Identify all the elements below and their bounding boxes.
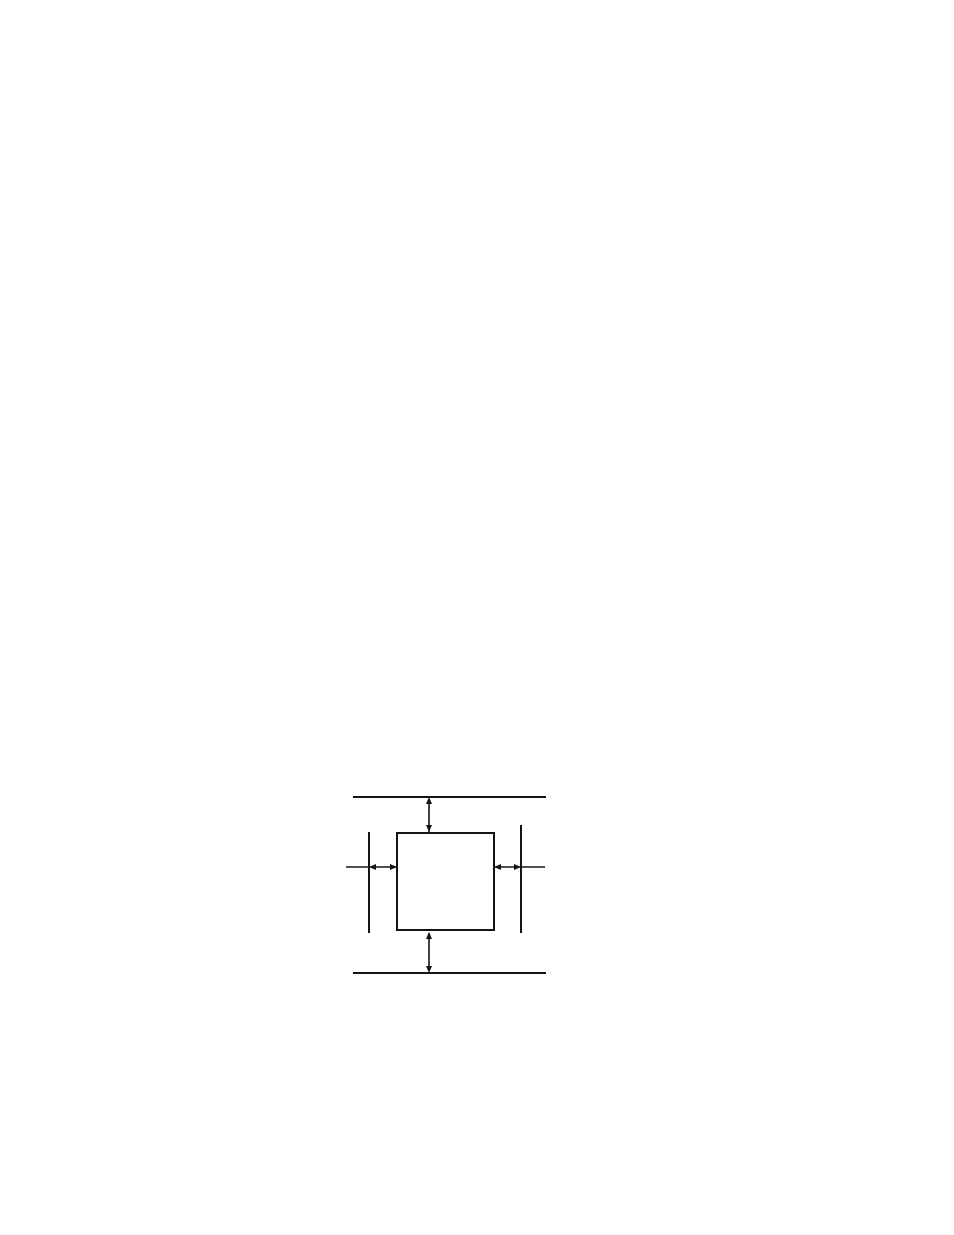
top-arrowhead-lower bbox=[426, 825, 432, 832]
left-arrowhead-wall bbox=[369, 864, 376, 870]
bottom-arrowhead-upper bbox=[426, 932, 432, 939]
right-arrowhead-wall bbox=[514, 864, 521, 870]
top-arrowhead bbox=[426, 797, 432, 804]
installation-clearance-diagram bbox=[280, 770, 620, 1020]
inverter-box bbox=[397, 833, 494, 930]
bottom-arrowhead bbox=[426, 966, 432, 973]
left-arrowhead-box bbox=[390, 864, 397, 870]
right-arrowhead-box bbox=[494, 864, 501, 870]
